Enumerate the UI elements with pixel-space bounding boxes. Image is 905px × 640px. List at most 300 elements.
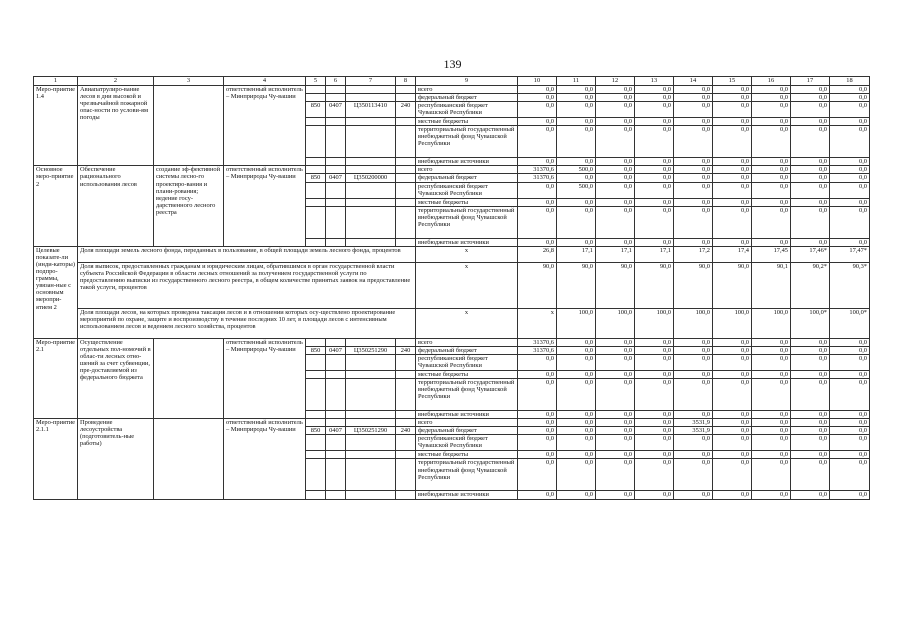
funding-row [34,419,870,427]
budget-code-grbs-cell [306,491,326,499]
year-value-cell: 0,0 [791,158,830,166]
budget-code-target-cell [346,182,396,198]
budget-code-section-cell [326,419,346,427]
year-value-cell: 0,0 [713,411,752,419]
year-value-cell: 0,0 [752,158,791,166]
year-value-cell: 0,0 [791,346,830,354]
indicator-year-value-cell: 100,0 [674,308,713,338]
year-value-cell: 0,0 [635,174,674,182]
year-value-cell: 0,0 [791,118,830,126]
budget-code-type-cell: 240 [396,427,416,435]
indicator-year-value-cell: 100,0* [830,308,870,338]
year-value-cell: 0,0 [557,435,596,451]
year-value-cell: 0,0 [752,198,791,206]
budget-code-grbs-cell [306,86,326,94]
budget-code-section-cell [326,158,346,166]
budget-code-grbs-cell [306,379,326,411]
funding-source-cell: внебюджетные источники [416,238,518,246]
budget-code-target-cell [346,94,396,102]
budget-code-grbs-cell [306,354,326,370]
budget-code-section-cell [326,94,346,102]
year-value-cell: 0,0 [557,411,596,419]
budget-code-grbs-cell [306,435,326,451]
year-value-cell: 0,0 [518,491,557,499]
funding-source-cell: внебюджетные источники [416,411,518,419]
year-value-cell: 0,0 [791,182,830,198]
column-number-row [34,77,870,86]
funding-source-cell: территориальный государственный внебюджетный фонд Чувашской Республики [416,206,518,238]
year-value-cell: 0,0 [791,459,830,491]
year-value-cell: 0,0 [752,419,791,427]
year-value-cell: 0,0 [752,346,791,354]
page-number: 139 [443,57,462,71]
budget-code-grbs-cell: 850 [306,174,326,182]
year-value-cell: 0,0 [557,354,596,370]
budget-code-target-cell [346,451,396,459]
year-value-cell: 0,0 [596,198,635,206]
year-value-cell: 0,0 [596,94,635,102]
budget-code-type-cell [396,379,416,411]
budget-code-grbs-cell [306,411,326,419]
funding-source-cell: республиканский бюджет Чувашской Республики [416,435,518,451]
indicator-year-value-cell: 17,47* [830,246,870,262]
year-value-cell: 0,0 [713,346,752,354]
year-value-cell: 0,0 [596,182,635,198]
budget-code-type-cell [396,435,416,451]
target-indicator-row [34,262,870,308]
column-number-cell: 1 [34,77,78,86]
year-value-cell: 0,0 [518,370,557,378]
funding-source-cell: федеральный бюджет [416,174,518,182]
year-value-cell: 0,0 [635,346,674,354]
funding-row [34,166,870,174]
year-value-cell: 0,0 [830,158,870,166]
column-number-cell: 11 [557,77,596,86]
responsible-executor-cell: ответственный исполнитель – Минприроды Чу-вашии [224,419,306,499]
year-value-cell: 0,0 [557,419,596,427]
year-value-cell: 0,0 [791,338,830,346]
indicator-name-cell: Доля площади лесов, на которых проведена таксация лесов и в отношении которых осу-ществлено проектирование мероприятий по охране, защите и воспроизводству в течение последних 10 лет, в площади лесов с интенсивным использованием лесов и ведением лесного хозяйства, процентов [78,308,416,338]
funding-source-cell: местные бюджеты [416,370,518,378]
budget-code-grbs-cell [306,182,326,198]
indicator-year-value-cell: 90,0 [518,262,557,308]
year-value-cell: 0,0 [674,126,713,158]
year-value-cell: 0,0 [557,126,596,158]
funding-source-cell: федеральный бюджет [416,346,518,354]
budget-code-target-cell [346,206,396,238]
budget-code-target-cell [346,459,396,491]
responsible-executor-cell: ответственный исполнитель – Минприроды Чу-вашии [224,338,306,418]
measure-result-cell: создание эф-фективной системы лесно-го проектиро-вания и плани-рования; ведение госу-дарственного лесного реестра [154,166,224,246]
indicator-year-value-cell: 90,0 [557,262,596,308]
year-value-cell: 0,0 [713,379,752,411]
funding-source-cell: республиканский бюджет Чувашской Республики [416,182,518,198]
year-value-cell: 0,0 [518,379,557,411]
year-value-cell: 0,0 [557,206,596,238]
year-value-cell: 0,0 [713,370,752,378]
year-value-cell: 0,0 [596,451,635,459]
year-value-cell: 0,0 [674,435,713,451]
budget-code-section-cell [326,126,346,158]
year-value-cell: 0,0 [713,86,752,94]
funding-source-cell: местные бюджеты [416,118,518,126]
budget-code-section-cell [326,451,346,459]
budget-code-type-cell [396,411,416,419]
year-value-cell: 0,0 [596,238,635,246]
budget-code-type-cell [396,238,416,246]
funding-source-cell: всего [416,166,518,174]
budget-code-section-cell [326,435,346,451]
budget-code-grbs-cell [306,118,326,126]
year-value-cell: 0,0 [635,94,674,102]
year-value-cell: 0,0 [791,451,830,459]
year-value-cell: 0,0 [596,86,635,94]
year-value-cell: 0,0 [518,206,557,238]
year-value-cell: 0,0 [596,370,635,378]
year-value-cell: 0,0 [596,435,635,451]
year-value-cell: 0,0 [674,206,713,238]
year-value-cell: 0,0 [830,182,870,198]
year-value-cell: 0,0 [713,158,752,166]
year-value-cell: 0,0 [791,419,830,427]
budget-code-type-cell [396,158,416,166]
responsible-executor-cell: ответственный исполнитель – Минприроды Чу-вашии [224,166,306,246]
budget-code-section-cell: 0407 [326,427,346,435]
year-value-cell: 0,0 [557,174,596,182]
year-value-cell: 0,0 [518,354,557,370]
budget-code-target-cell [346,379,396,411]
year-value-cell: 0,0 [596,102,635,118]
column-number-cell: 5 [306,77,326,86]
measure-name-cell: Осуществление отдельных пол-номочий в облас-ти лесных отно-шений за счет субвенции, пре-доставляемой из федерального бюджета [78,338,154,418]
budget-code-grbs-cell: 850 [306,102,326,118]
budget-code-section-cell: 0407 [326,102,346,118]
indicator-year-value-cell: 90,0 [635,262,674,308]
year-value-cell: 0,0 [596,379,635,411]
year-value-cell: 0,0 [557,158,596,166]
year-value-cell: 0,0 [518,158,557,166]
year-value-cell: 0,0 [596,346,635,354]
budget-code-target-cell [346,338,396,346]
indicator-year-value-cell: 100,0 [557,308,596,338]
funding-source-cell: федеральный бюджет [416,94,518,102]
column-number-cell: 14 [674,77,713,86]
year-value-cell: 0,0 [713,126,752,158]
year-value-cell: 0,0 [518,94,557,102]
year-value-cell: 0,0 [635,370,674,378]
budget-code-type-cell [396,338,416,346]
budget-code-section-cell [326,379,346,411]
funding-source-cell: федеральный бюджет [416,427,518,435]
year-value-cell: 0,0 [635,102,674,118]
budget-code-grbs-cell [306,238,326,246]
funding-source-cell: республиканский бюджет Чувашской Республики [416,102,518,118]
indicator-year-value-cell: 90,3* [830,262,870,308]
budget-code-grbs-cell [306,158,326,166]
indicator-name-cell: Доля выписок, предоставленных гражданам и юридическим лицам, обратившимся в орган государственной власти субъекта Российской Федерации в области лесных отношений за получением государственной услуги по предоставлению выписки из государственного лесного реестра, в общем количестве принятых заявок на предоставление такой услуги, процентов [78,262,416,308]
year-value-cell: 0,0 [596,419,635,427]
funding-source-cell: внебюджетные источники [416,158,518,166]
indicator-year-value-cell: 17,46* [791,246,830,262]
budget-code-type-cell [396,370,416,378]
year-value-cell: 0,0 [557,102,596,118]
year-value-cell: 0,0 [557,238,596,246]
year-value-cell: 0,0 [635,459,674,491]
year-value-cell: 0,0 [713,427,752,435]
year-value-cell: 0,0 [557,118,596,126]
year-value-cell: 0,0 [752,206,791,238]
budget-code-section-cell [326,238,346,246]
budget-code-grbs-cell [306,94,326,102]
year-value-cell: 0,0 [596,206,635,238]
budget-code-section-cell [326,118,346,126]
year-value-cell: 0,0 [791,126,830,158]
year-value-cell: 0,0 [596,411,635,419]
year-value-cell: 0,0 [635,419,674,427]
year-value-cell: 0,0 [557,451,596,459]
year-value-cell: 0,0 [830,206,870,238]
year-value-cell: 0,0 [635,126,674,158]
year-value-cell: 0,0 [713,338,752,346]
year-value-cell: 0,0 [518,427,557,435]
indicator-year-value-cell: 100,0 [635,308,674,338]
year-value-cell: 0,0 [518,419,557,427]
year-value-cell: 0,0 [752,118,791,126]
year-value-cell: 0,0 [674,411,713,419]
year-value-cell: 0,0 [635,238,674,246]
funding-source-cell: местные бюджеты [416,451,518,459]
responsible-executor-cell: ответственный исполнитель – Минприроды Чу-вашии [224,86,306,166]
budget-code-type-cell [396,459,416,491]
indicator-year-value-cell: 17,45 [752,246,791,262]
year-value-cell: 0,0 [830,435,870,451]
budget-code-target-cell [346,419,396,427]
budget-code-grbs-cell [306,459,326,491]
year-value-cell: 31370,6 [518,338,557,346]
year-value-cell: 0,0 [830,198,870,206]
year-value-cell: 0,0 [674,94,713,102]
budget-code-grbs-cell [306,451,326,459]
year-value-cell: 0,0 [635,118,674,126]
column-number-cell: 12 [596,77,635,86]
funding-row [34,86,870,94]
budget-code-type-cell [396,354,416,370]
year-value-cell: 0,0 [518,86,557,94]
year-value-cell: 0,0 [674,451,713,459]
year-value-cell: 0,0 [713,451,752,459]
year-value-cell: 0,0 [674,491,713,499]
budget-code-target-cell [346,86,396,94]
year-value-cell: 0,0 [830,379,870,411]
year-value-cell: 0,0 [596,491,635,499]
year-value-cell: 0,0 [674,379,713,411]
year-value-cell: 500,0 [557,166,596,174]
year-value-cell: 0,0 [713,459,752,491]
year-value-cell: 0,0 [674,238,713,246]
budget-code-type-cell [396,166,416,174]
program-table [33,76,870,500]
measure-status-cell: Меро-приятие 2.1 [34,338,78,418]
budget-code-grbs-cell [306,166,326,174]
budget-code-section-cell [326,338,346,346]
year-value-cell: 0,0 [830,94,870,102]
funding-source-cell: территориальный государственный внебюджетный фонд Чувашской Республики [416,379,518,411]
budget-code-type-cell [396,174,416,182]
budget-code-target-cell: Ц350113410 [346,102,396,118]
year-value-cell: 0,0 [791,94,830,102]
year-value-cell: 0,0 [635,198,674,206]
indicator-year-value-cell: 17,2 [674,246,713,262]
year-value-cell: 0,0 [635,435,674,451]
year-value-cell: 0,0 [752,166,791,174]
measure-result-cell [154,419,224,499]
budget-code-grbs-cell [306,419,326,427]
column-number-cell: 16 [752,77,791,86]
year-value-cell: 0,0 [830,427,870,435]
year-value-cell: 0,0 [635,379,674,411]
budget-code-type-cell: 240 [396,346,416,354]
budget-code-section-cell [326,198,346,206]
year-value-cell: 0,0 [752,491,791,499]
year-value-cell: 0,0 [830,491,870,499]
year-value-cell: 31370,6 [518,346,557,354]
budget-code-target-cell [346,411,396,419]
budget-code-target-cell [346,118,396,126]
budget-code-type-cell [396,126,416,158]
budget-code-type-cell [396,491,416,499]
budget-code-type-cell [396,118,416,126]
measure-name-cell: Проведение лесоустройства (подготовитель-ные работы) [78,419,154,499]
measure-result-cell [154,338,224,418]
indicator-year-value-cell: х [518,308,557,338]
year-value-cell: 0,0 [752,94,791,102]
year-value-cell: 0,0 [713,198,752,206]
year-value-cell: 0,0 [713,491,752,499]
budget-code-type-cell [396,94,416,102]
indicator-year-value-cell: 100,0 [752,308,791,338]
column-number-cell: 17 [791,77,830,86]
year-value-cell: 0,0 [674,166,713,174]
program-table-sheet [33,76,868,500]
year-value-cell: 0,0 [557,427,596,435]
year-value-cell: 0,0 [635,491,674,499]
budget-code-grbs-cell [306,126,326,158]
budget-code-section-cell [326,354,346,370]
year-value-cell: 0,0 [830,451,870,459]
year-value-cell: 0,0 [830,411,870,419]
year-value-cell: 0,0 [674,338,713,346]
year-value-cell: 0,0 [830,370,870,378]
year-value-cell: 0,0 [830,238,870,246]
indicator-year-value-cell: 90,0 [596,262,635,308]
year-value-cell: 0,0 [518,126,557,158]
year-value-cell: 0,0 [713,354,752,370]
measure-result-cell [154,86,224,166]
year-value-cell: 0,0 [674,370,713,378]
year-value-cell: 0,0 [518,459,557,491]
year-value-cell: 0,0 [674,102,713,118]
year-value-cell: 0,0 [713,94,752,102]
year-value-cell: 0,0 [557,370,596,378]
budget-code-section-cell [326,182,346,198]
budget-code-section-cell [326,206,346,238]
budget-code-target-cell [346,158,396,166]
measure-name-cell: Обеспечение рационального использования лесов [78,166,154,246]
year-value-cell: 0,0 [752,126,791,158]
year-value-cell: 0,0 [830,166,870,174]
year-value-cell: 0,0 [713,118,752,126]
column-number-cell: 8 [396,77,416,86]
year-value-cell: 0,0 [518,198,557,206]
year-value-cell: 0,0 [752,379,791,411]
indicator-placeholder-cell: х [416,308,518,338]
funding-source-cell: внебюджетные источники [416,491,518,499]
year-value-cell: 0,0 [791,102,830,118]
year-value-cell: 0,0 [518,102,557,118]
year-value-cell: 0,0 [791,166,830,174]
year-value-cell: 0,0 [518,435,557,451]
year-value-cell: 500,0 [557,182,596,198]
year-value-cell: 31370,6 [518,174,557,182]
year-value-cell: 0,0 [635,158,674,166]
budget-code-target-cell [346,238,396,246]
year-value-cell: 0,0 [830,174,870,182]
year-value-cell: 0,0 [596,459,635,491]
year-value-cell: 0,0 [557,346,596,354]
column-number-cell: 13 [635,77,674,86]
budget-code-section-cell [326,86,346,94]
column-number-cell: 6 [326,77,346,86]
indicator-placeholder-cell: х [416,262,518,308]
budget-code-target-cell [346,435,396,451]
column-number-cell: 9 [416,77,518,86]
year-value-cell: 3531,9 [674,419,713,427]
year-value-cell: 0,0 [830,102,870,118]
year-value-cell: 0,0 [791,411,830,419]
year-value-cell: 0,0 [752,411,791,419]
year-value-cell: 0,0 [752,370,791,378]
year-value-cell: 3531,9 [674,427,713,435]
year-value-cell: 0,0 [674,158,713,166]
indicator-year-value-cell: 100,0 [596,308,635,338]
budget-code-grbs-cell: 850 [306,346,326,354]
year-value-cell: 0,0 [518,238,557,246]
budget-code-grbs-cell [306,198,326,206]
year-value-cell: 0,0 [596,126,635,158]
year-value-cell: 0,0 [830,346,870,354]
year-value-cell: 0,0 [674,198,713,206]
funding-source-cell: всего [416,419,518,427]
budget-code-type-cell [396,86,416,94]
year-value-cell: 0,0 [713,419,752,427]
target-indicator-row [34,308,870,338]
year-value-cell: 0,0 [674,354,713,370]
budget-code-target-cell [346,491,396,499]
indicator-year-value-cell: 17,1 [557,246,596,262]
year-value-cell: 0,0 [596,174,635,182]
budget-code-type-cell [396,451,416,459]
budget-code-grbs-cell [306,338,326,346]
year-value-cell: 0,0 [752,102,791,118]
year-value-cell: 0,0 [674,86,713,94]
year-value-cell: 0,0 [635,411,674,419]
year-value-cell: 0,0 [830,126,870,158]
year-value-cell: 0,0 [791,238,830,246]
measure-status-cell: Меро-приятие 2.1.1 [34,419,78,499]
budget-code-target-cell: Ц350200000 [346,174,396,182]
funding-row [34,338,870,346]
year-value-cell: 0,0 [713,435,752,451]
